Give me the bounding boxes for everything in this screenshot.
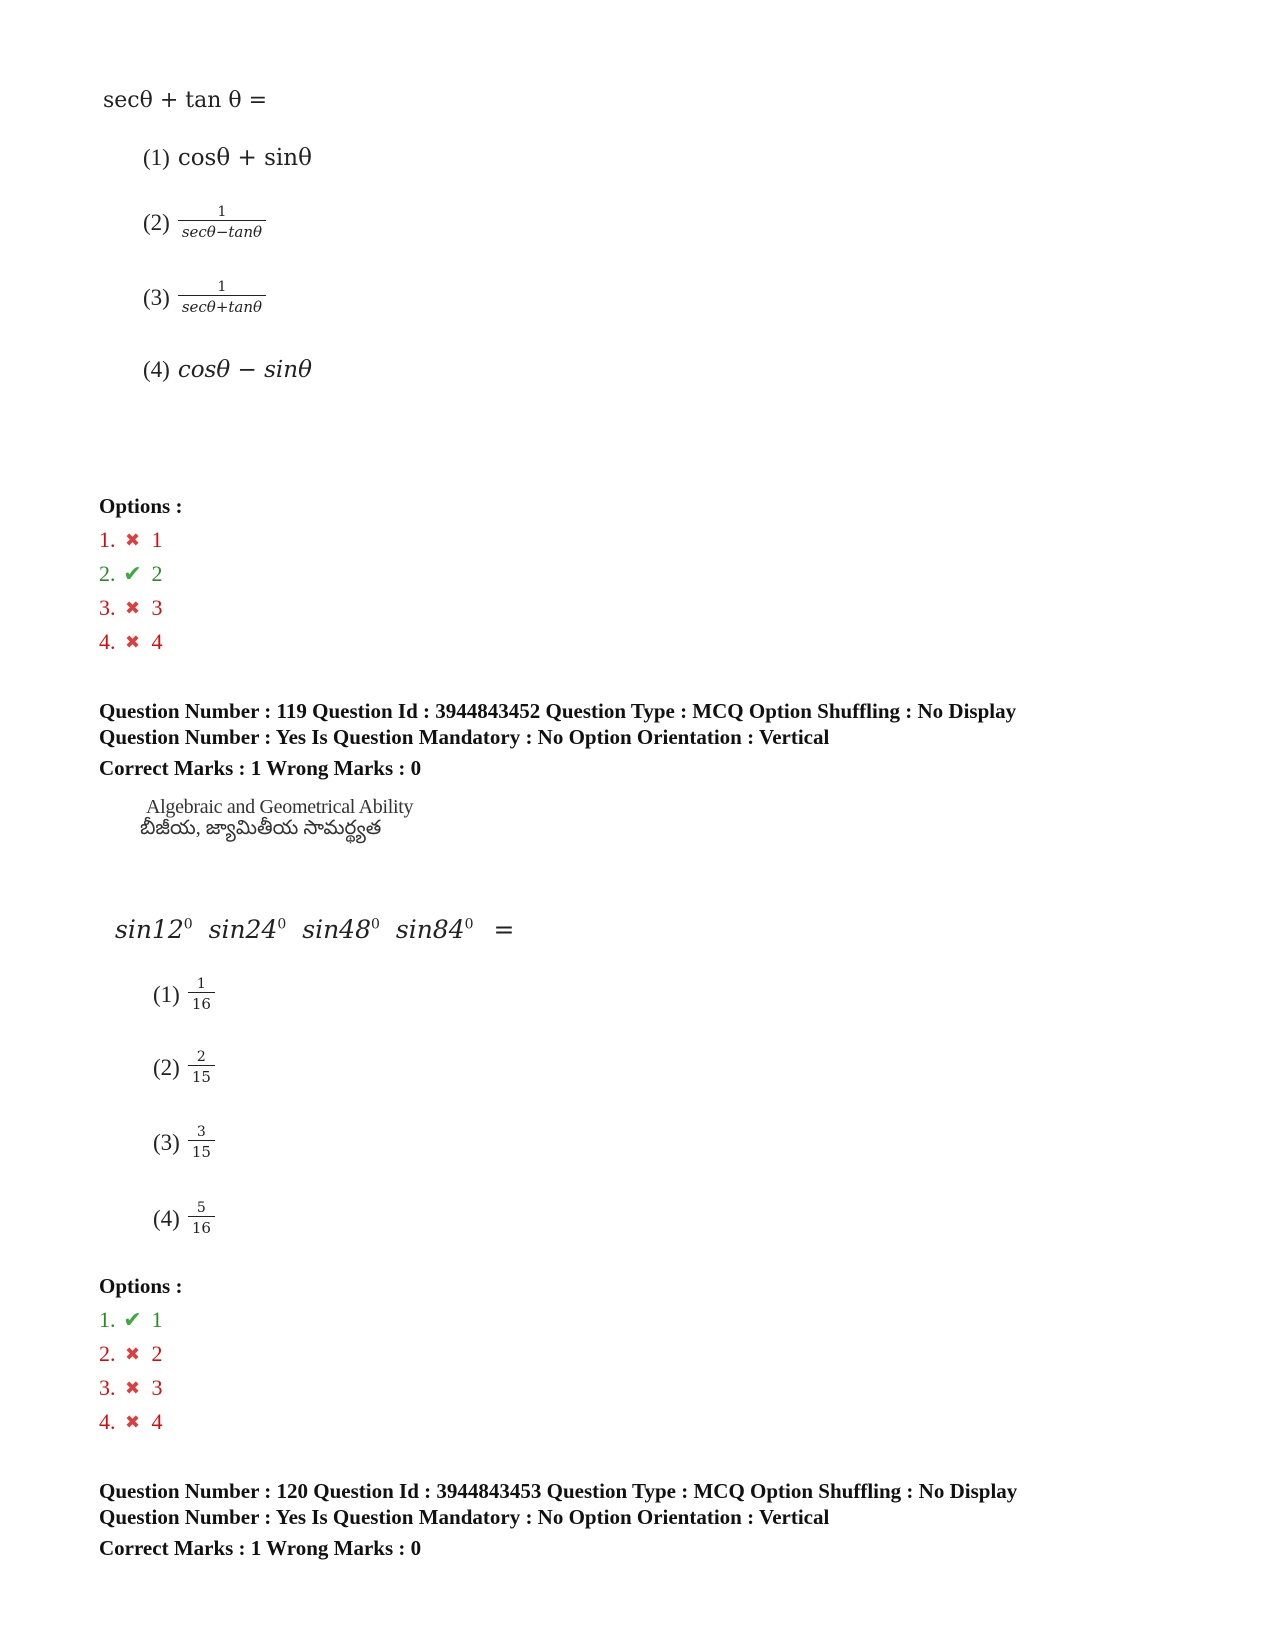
option-index: 3. <box>99 595 116 620</box>
fraction-numerator: 3 <box>196 1124 206 1140</box>
cross-icon: ✖ <box>124 529 141 550</box>
stem-equals: = <box>493 915 515 944</box>
q118-option-1 <box>99 527 163 553</box>
q120-meta-line3: Correct Marks : 1 Wrong Marks : 0 <box>99 1536 422 1560</box>
options-label: Options : <box>99 1274 183 1298</box>
q120-meta-line2: Question Number : Yes Is Question Mandatory : No Option Orientation : Vertical <box>99 1505 830 1529</box>
q118-stem: secθ + tan θ = <box>103 88 268 113</box>
q119-option-1 <box>99 1307 163 1333</box>
q118-choice-4 <box>143 357 312 383</box>
fraction-denominator: 15 <box>188 1065 215 1086</box>
option-value: 4 <box>151 1409 163 1434</box>
q120-meta-line1: Question Number : 120 Question Id : 3944843453 Question Type : MCQ Option Shuffling : No Display <box>99 1479 1018 1503</box>
q119-subject <box>140 796 414 844</box>
q118-choice-2 <box>143 204 266 241</box>
fraction <box>188 1200 215 1237</box>
stem-term: $\sin 12^0$ <box>115 915 193 944</box>
q118-choice-3 <box>143 279 266 316</box>
fraction-denominator: 16 <box>188 1216 215 1237</box>
option-value: 2 <box>151 561 163 586</box>
q118-option-4 <box>99 629 163 655</box>
fraction <box>188 1049 215 1086</box>
q119-option-3 <box>99 1375 163 1401</box>
cross-icon: ✖ <box>124 1411 141 1432</box>
q119-meta-line2: Question Number : Yes Is Question Mandatory : No Option Orientation : Vertical <box>99 725 830 749</box>
choice-number: (2) <box>143 209 170 235</box>
stem-term: $\sin 24^0$ <box>208 915 287 944</box>
q119-choice-2 <box>153 1049 215 1086</box>
choice-number: (4) <box>153 1205 180 1231</box>
choice-number: (1) <box>143 145 170 170</box>
choice-text: cosθ + sinθ <box>177 145 312 171</box>
fraction-denominator: 15 <box>188 1140 215 1161</box>
fraction <box>188 1124 215 1161</box>
option-index: 1. <box>99 527 116 552</box>
choice-number: (3) <box>143 284 170 310</box>
q118-option-3 <box>99 595 163 621</box>
choice-text: cosθ − sinθ <box>177 357 312 383</box>
option-value: 4 <box>151 629 163 654</box>
fraction-denominator: secθ+tanθ <box>178 295 266 316</box>
choice-number: (2) <box>153 1054 180 1080</box>
q119-option-2 <box>99 1341 163 1367</box>
fraction <box>188 976 215 1013</box>
option-value: 1 <box>151 527 163 552</box>
fraction-denominator: 16 <box>188 992 215 1013</box>
option-value: 1 <box>151 1307 163 1332</box>
q119-choice-4 <box>153 1200 215 1237</box>
q119-meta-line3: Correct Marks : 1 Wrong Marks : 0 <box>99 756 422 780</box>
fraction-numerator: 1 <box>196 976 206 992</box>
cross-icon: ✖ <box>124 631 141 652</box>
stem-term: $\sin 84^0$ <box>395 915 474 944</box>
q119-choice-1 <box>153 976 215 1013</box>
stem-term: $\sin 48^0$ <box>302 915 380 944</box>
fraction-numerator: 1 <box>217 279 227 295</box>
q119-choice-3 <box>153 1124 215 1161</box>
check-icon: ✔ <box>123 1307 142 1332</box>
option-index: 4. <box>99 629 116 654</box>
subject-telugu: బీజీయ, జ్యామితీయ సామర్థ్యత <box>140 817 382 839</box>
choice-number: (1) <box>153 981 180 1007</box>
choice-number: (4) <box>143 357 170 382</box>
fraction-denominator: secθ−tanθ <box>178 220 266 241</box>
option-index: 2. <box>99 1341 116 1366</box>
options-label: Options : <box>99 494 183 518</box>
fraction-numerator: 2 <box>196 1049 206 1065</box>
fraction <box>178 279 266 316</box>
check-icon: ✔ <box>123 561 142 586</box>
fraction-numerator: 1 <box>217 204 227 220</box>
option-index: 2. <box>99 561 116 586</box>
cross-icon: ✖ <box>124 1343 141 1364</box>
option-index: 4. <box>99 1409 116 1434</box>
subject-english: Algebraic and Geometrical Ability <box>146 796 414 818</box>
q118-choice-1 <box>143 145 312 171</box>
cross-icon: ✖ <box>124 597 141 618</box>
q118-option-2 <box>99 561 163 587</box>
fraction <box>178 204 266 241</box>
choice-number: (3) <box>153 1129 180 1155</box>
cross-icon: ✖ <box>124 1377 141 1398</box>
q119-stem <box>115 915 514 944</box>
option-value: 3 <box>151 1375 163 1400</box>
fraction-numerator: 5 <box>196 1200 206 1216</box>
option-index: 1. <box>99 1307 116 1332</box>
q119-meta-line1: Question Number : 119 Question Id : 3944843452 Question Type : MCQ Option Shuffling : No Display <box>99 699 1017 723</box>
option-value: 2 <box>151 1341 163 1366</box>
option-index: 3. <box>99 1375 116 1400</box>
q119-option-4 <box>99 1409 163 1435</box>
option-value: 3 <box>151 595 163 620</box>
